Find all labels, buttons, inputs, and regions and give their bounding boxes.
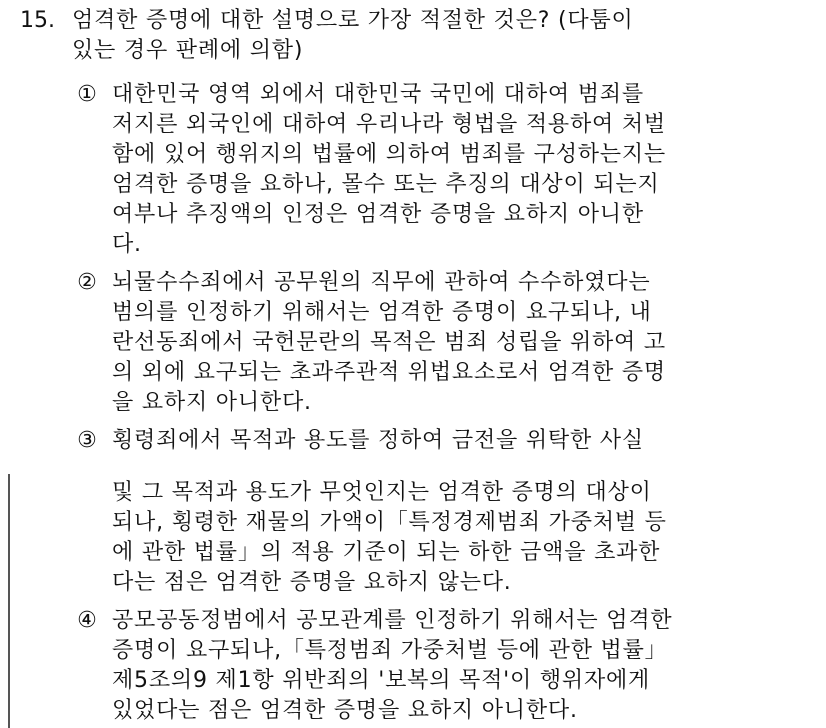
option-4-marker: ④ (77, 608, 97, 633)
option-1-line-5: 여부나 추징액의 인정은 엄격한 증명을 요하지 아니한 (112, 202, 644, 227)
option-3-line-4: 에 관한 법률」의 적용 기준이 되는 하한 금액을 초과한 (112, 540, 661, 565)
option-4-line-2: 증명이 요구되나,「특정범죄 가중처벌 등에 관한 법률」 (112, 638, 668, 663)
option-4-line-3: 제5조의9 제1항 위반죄의 '보복의 목적'이 행위자에게 (112, 668, 651, 693)
option-3-marker: ③ (77, 428, 97, 453)
option-1-line-6: 다. (112, 232, 142, 257)
option-2-line-3: 란선동죄에서 국헌문란의 목적은 범죄 성립을 위하여 고 (112, 330, 666, 355)
question-stem-line-1: 엄격한 증명에 대한 설명으로 가장 적절한 것은? (다툼이 (72, 8, 634, 33)
option-4-line-1: 공모공동정범에서 공모관계를 인정하기 위해서는 엄격한 (112, 608, 673, 633)
option-1-marker: ① (77, 82, 97, 107)
option-2-line-5: 을 요하지 아니한다. (112, 390, 312, 415)
option-1-line-4: 엄격한 증명을 요하나, 몰수 또는 추징의 대상이 되는지 (112, 172, 660, 197)
option-2-line-2: 범의를 인정하기 위해서는 엄격한 증명이 요구되나, 내 (112, 300, 652, 325)
option-2-line-4: 의 외에 요구되는 초과주관적 위법요소로서 엄격한 증명 (112, 360, 666, 385)
option-2-marker: ② (77, 270, 97, 295)
option-2-line-1: 뇌물수수죄에서 공무원의 직무에 관하여 수수하였다는 (112, 270, 651, 295)
option-3-line-2: 및 그 목적과 용도가 무엇인지는 엄격한 증명의 대상이 (112, 480, 652, 505)
option-1-line-3: 함에 있어 행위지의 법률에 의하여 범죄를 구성하는지는 (112, 142, 666, 167)
question-stem-line-2: 있는 경우 판례에 의함) (72, 38, 304, 63)
column-divider (8, 474, 10, 728)
question-number: 15. (20, 8, 55, 33)
option-3-line-1: 횡령죄에서 목적과 용도를 정하여 금전을 위탁한 사실 (112, 428, 644, 453)
option-4-line-4: 있었다는 점은 엄격한 증명을 요하지 아니한다. (112, 698, 578, 723)
option-3-line-3: 되나, 횡령한 재물의 가액이「특정경제범죄 가중처벌 등 (112, 510, 667, 535)
option-1-line-1: 대한민국 영역 외에서 대한민국 국민에 대하여 범죄를 (112, 82, 644, 107)
option-1-line-2: 저지른 외국인에 대하여 우리나라 형법을 적용하여 처벌 (112, 112, 666, 137)
option-3-line-5: 다는 점은 엄격한 증명을 요하지 않는다. (112, 570, 512, 595)
